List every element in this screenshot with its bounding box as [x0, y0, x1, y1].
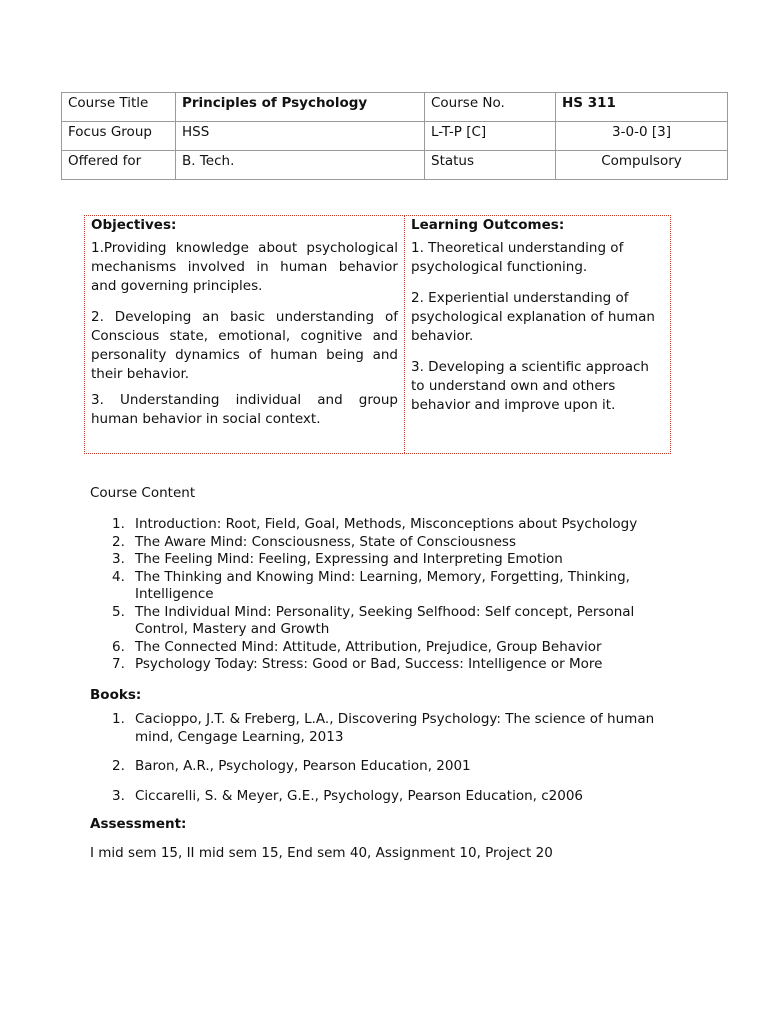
list-number: 1.: [112, 711, 125, 727]
table-row: [62, 122, 728, 151]
course-info-table: [61, 92, 728, 180]
course-no-value: HS 311: [556, 93, 728, 122]
ltp-label: L-T-P [C]: [425, 122, 556, 151]
objective-item: 1.Providing knowledge about psychological mechanisms involved in human behavior and governing principles.: [91, 240, 398, 294]
list-text: The Feeling Mind: Feeling, Expressing and Interpreting Emotion: [135, 551, 563, 567]
table-row: [62, 93, 728, 122]
course-content-section: [90, 484, 690, 674]
list-text: Ciccarelli, S. & Meyer, G.E., Psychology, Pearson Education, c2006: [135, 787, 584, 804]
list-text: Introduction: Root, Field, Goal, Methods, Misconceptions about Psychology: [135, 516, 638, 532]
course-content-heading: Course Content: [90, 485, 196, 501]
objectives-heading: Objectives:: [91, 217, 177, 233]
offered-for-value: B. Tech.: [176, 151, 425, 180]
list-number: 6.: [112, 638, 125, 655]
course-no-label: Course No.: [425, 93, 556, 122]
list-text: The Connected Mind: Attitude, Attribution, Prejudice, Group Behavior: [135, 638, 602, 655]
list-item: [90, 516, 690, 534]
course-content-list: [90, 516, 690, 674]
list-text: The Thinking and Knowing Mind: Learning, Memory, Forgetting, Thinking, Intelligence: [135, 568, 630, 602]
outcomes-heading: Learning Outcomes:: [411, 217, 565, 233]
assessment-heading: Assessment:: [90, 816, 187, 832]
list-text: Baron, A.R., Psychology, Pearson Education, 2001: [135, 758, 471, 774]
list-item: [90, 534, 690, 552]
list-number: 2.: [112, 758, 125, 774]
list-number: 1.: [112, 516, 125, 532]
list-number: 7.: [112, 656, 125, 672]
objectives-column: [85, 216, 405, 453]
list-item: [90, 604, 690, 639]
books-section: [90, 686, 690, 817]
course-title-label: Course Title: [62, 93, 176, 122]
course-title-value: Principles of Psychology: [176, 93, 425, 122]
list-text: The Aware Mind: Consciousness, State of Consciousness: [135, 533, 516, 550]
assessment-section: [90, 815, 690, 863]
outcomes-column: [405, 216, 670, 453]
ltp-value: 3-0-0 [3]: [556, 122, 728, 151]
list-number: 4.: [112, 568, 125, 585]
list-number: 3.: [112, 551, 125, 567]
outcome-item: 1. Theoretical understanding of psychological functioning.: [411, 240, 624, 275]
list-text: Psychology Today: Stress: Good or Bad, Success: Intelligence or More: [135, 656, 603, 672]
assessment-text: I mid sem 15, II mid sem 15, End sem 40, Assignment 10, Project 20: [90, 845, 553, 861]
list-number: 5.: [112, 603, 125, 620]
list-item: [90, 551, 690, 569]
list-text: Cacioppo, J.T. & Freberg, L.A., Discovering Psychology: The science of human mind, Cengage Learning, 2013: [135, 711, 655, 745]
list-item: [90, 569, 690, 604]
list-item: [90, 639, 690, 657]
list-text: The Individual Mind: Personality, Seeking Selfhood: Self concept, Personal Control, Mastery and Growth: [135, 603, 635, 637]
list-item: [90, 656, 690, 674]
table-row: [62, 151, 728, 180]
focus-group-value: HSS: [176, 122, 425, 151]
list-item: [90, 758, 690, 776]
outcome-item: 2. Experiential understanding of psychological explanation of human behavior.: [411, 290, 655, 344]
objective-item: 2. Developing an basic understanding of Conscious state, emotional, cognitive and personality dynamics of human being and their behavior.: [91, 309, 398, 382]
list-item: [90, 711, 690, 746]
list-number: 2.: [112, 533, 125, 550]
offered-for-label: Offered for: [62, 151, 176, 180]
status-label: Status: [425, 151, 556, 180]
books-list: [90, 711, 690, 805]
list-item: [90, 788, 690, 806]
focus-group-label: Focus Group: [62, 122, 176, 151]
list-number: 3.: [112, 787, 125, 804]
objective-item: 3. Understanding individual and group human behavior in social context.: [91, 392, 398, 427]
objectives-outcomes-box: [84, 215, 671, 454]
status-value: Compulsory: [556, 151, 728, 180]
outcome-item: 3. Developing a scientific approach to understand own and others behavior and improve upon it.: [411, 359, 649, 413]
books-heading: Books:: [90, 687, 142, 703]
